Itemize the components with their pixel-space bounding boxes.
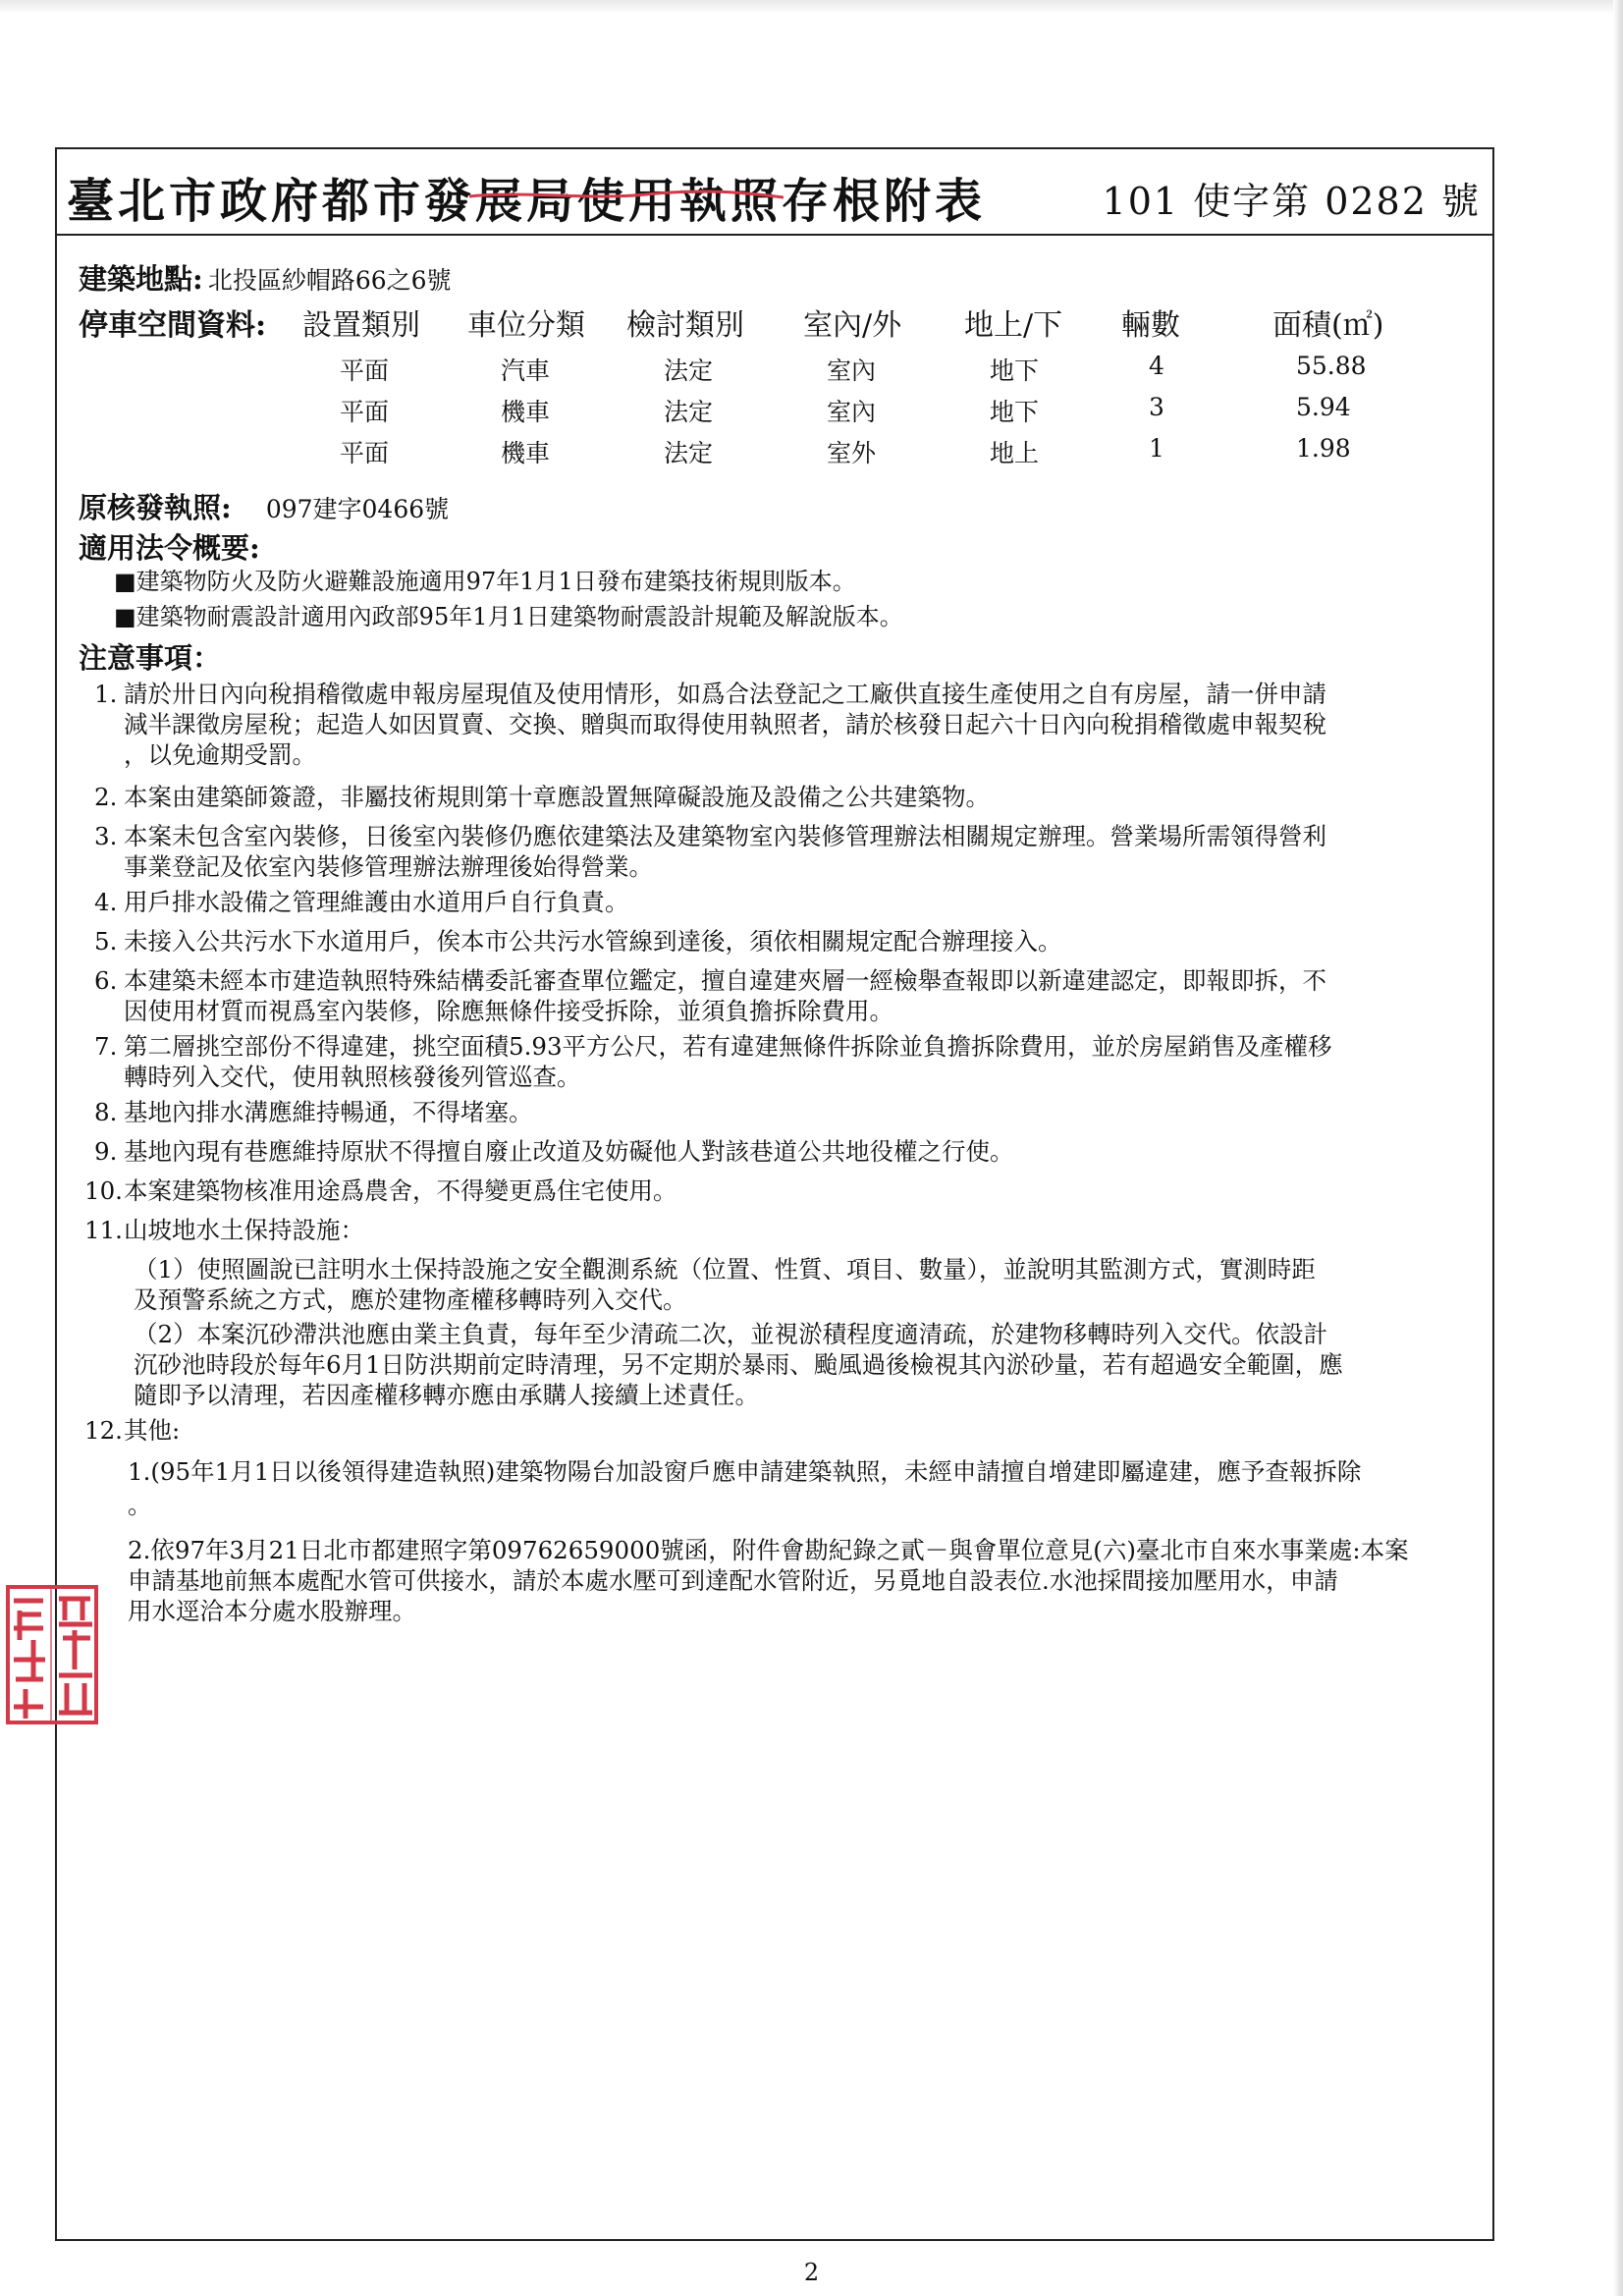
note-line: 本建築未經本市建造執照特殊結構委託審查單位鑑定，擅自違建夾層一經檢舉查報即以新違建認定，即報即拆，不 — [124, 966, 1326, 995]
col-header: 室內/外 — [803, 308, 902, 343]
note-line: 沉砂池時段於每年6月1日防洪期前定時清理，另不定期於暴雨、颱風過後檢視其內淤砂量，若有超過安全範圍，應 — [134, 1350, 1343, 1379]
regulations-label: 適用法令概要: — [79, 531, 260, 565]
note-line: 其他: — [124, 1416, 181, 1445]
note-line: 請於卅日內向稅捐稽徵處申報房屋現值及使用情形，如爲合法登記之工廠供直接生產使用之自有房屋，請一併申請 — [124, 680, 1326, 708]
note-line: 本案由建築師簽證，非屬技術規則第十章應設置無障礙設施及設備之公共建築物。 — [124, 783, 990, 811]
table-cell: 室外 — [827, 439, 877, 467]
col-header: 輛數 — [1121, 308, 1180, 343]
original-permit-label: 原核發執照: — [79, 491, 232, 524]
table-cell: 平面 — [340, 398, 390, 426]
note-line: 因使用材質而視爲室內裝修，除應無條件接受拆除，並須負擔拆除費用。 — [124, 997, 893, 1025]
red-seal-stamp — [6, 1581, 100, 1728]
note-line: 。 — [128, 1491, 152, 1519]
note-line: 隨即予以清理，若因產權移轉亦應由承購人接續上述責任。 — [134, 1381, 759, 1409]
table-cell: 平面 — [340, 439, 390, 467]
original-permit-line — [79, 486, 449, 526]
note-number: 10. — [84, 1176, 123, 1205]
note-line: 未接入公共污水下水道用戶，俟本市公共污水管線到達後，須依相關規定配合辦理接入。 — [124, 927, 1062, 956]
note-number: 7. — [94, 1032, 118, 1061]
note-line: 事業登記及依室內裝修管理辦法辦理後始得營業。 — [124, 852, 653, 881]
original-permit-value: 097建字0466號 — [265, 495, 450, 523]
table-cell: 4 — [1149, 352, 1164, 380]
location-value: 北投區紗帽路66之6號 — [207, 266, 452, 295]
note-line: 基地內現有巷應維持原狀不得擅自廢止改道及妨礙他人對該巷道公共地役權之行使。 — [124, 1137, 1014, 1166]
location-label: 建築地點: — [79, 262, 203, 296]
note-line: 及預警系統之方式，應於建物產權移轉時列入交代。 — [134, 1285, 687, 1314]
col-header: 地上/下 — [964, 308, 1063, 343]
note-number: 12. — [84, 1416, 123, 1445]
note-line: 本案建築物核准用途爲農舍，不得變更爲住宅使用。 — [124, 1176, 677, 1205]
table-cell: 法定 — [664, 398, 714, 426]
scan-edge-top — [0, 0, 1623, 14]
parking-label: 停車空間資料: — [79, 308, 267, 343]
col-header: 面積(㎡) — [1272, 308, 1384, 343]
table-cell: 機車 — [501, 439, 551, 467]
note-line: 用戶排水設備之管理維護由水道用戶自行負責。 — [124, 888, 629, 916]
note-number: 6. — [94, 966, 118, 995]
location-line — [79, 257, 452, 298]
red-pen-mark — [469, 189, 784, 202]
permit-number: 101 使字第 0282 號 — [1102, 180, 1481, 223]
note-line: ，以免逾期受罰。 — [124, 740, 316, 769]
regulation-item: ■建築物防火及防火避難設施適用97年1月1日發布建築技術規則版本。 — [114, 568, 856, 595]
note-number: 11. — [84, 1216, 123, 1244]
note-number: 5. — [94, 927, 118, 956]
table-cell: 地上 — [990, 439, 1040, 467]
table-cell: 地下 — [990, 398, 1040, 426]
page-number: 2 — [803, 2259, 820, 2286]
note-line: 減半課徵房屋稅；起造人如因買賣、交換、贈與而取得使用執照者，請於核發日起六十日內向稅捐稽徵處申報契稅 — [124, 710, 1326, 738]
note-line: 第二層挑空部份不得違建，挑空面積5.93平方公尺，若有違建無條件拆除並負擔拆除費用，並於房屋銷售及產權移 — [124, 1032, 1332, 1061]
note-number: 3. — [94, 822, 118, 850]
col-header: 設置類別 — [302, 308, 420, 343]
col-header: 檢討類別 — [626, 308, 744, 343]
table-cell: 法定 — [664, 439, 714, 467]
note-number: 1. — [94, 680, 118, 708]
note-line: 山坡地水土保持設施： — [124, 1216, 364, 1244]
table-cell: 汽車 — [501, 356, 551, 385]
document-title: 臺北市政府都市發展局使用執照存根附表 — [67, 174, 987, 229]
note-line: （2）本案沉砂滯洪池應由業主負責，每年至少清疏二次，並視淤積程度適清疏，於建物移轉時列入交代。依設計 — [134, 1320, 1328, 1348]
table-cell: 1.98 — [1296, 434, 1351, 463]
table-cell: 1 — [1149, 434, 1164, 463]
note-number: 2. — [94, 783, 118, 811]
note-line: 申請基地前無本處配水管可供接水，請於本處水壓可到達配水管附近，另覓地自設表位.水池採間接加壓用水，申請 — [128, 1566, 1338, 1595]
note-line: 用水逕洽本分處水股辦理。 — [128, 1597, 416, 1625]
note-line: 基地內排水溝應維持暢通，不得堵塞。 — [124, 1098, 533, 1126]
note-line: （1）使照圖說已註明水土保持設施之安全觀測系統（位置、性質、項目、數量），並說明其監測方式，實測時距 — [134, 1255, 1316, 1284]
note-line: 轉時列入交代，使用執照核發後列管巡查。 — [124, 1063, 581, 1091]
note-line: 2.依97年3月21日北市都建照字第09762659000號函，附件會勘紀錄之貳－與會單位意見(六)臺北市自來水事業處:本案 — [128, 1536, 1409, 1564]
table-cell: 室內 — [827, 356, 877, 385]
note-line: 1.(95年1月1日以後領得建造執照)建築物陽台加設窗戶應申請建築執照，未經申請擅自增建即屬違建，應予查報拆除 — [128, 1457, 1362, 1486]
table-cell: 法定 — [664, 356, 714, 385]
scan-edge-right — [1613, 0, 1623, 2296]
table-cell: 5.94 — [1296, 393, 1351, 421]
note-number: 4. — [94, 888, 118, 916]
note-line: 本案未包含室內裝修，日後室內裝修仍應依建築法及建築物室內裝修管理辦法相關規定辦理。營業場所需領得營利 — [124, 822, 1326, 850]
note-number: 9. — [94, 1137, 118, 1166]
table-cell: 3 — [1149, 393, 1164, 421]
table-cell: 55.88 — [1296, 352, 1367, 380]
table-cell: 地下 — [990, 356, 1040, 385]
regulation-item: ■建築物耐震設計適用內政部95年1月1日建築物耐震設計規範及解說版本。 — [114, 603, 903, 630]
table-cell: 平面 — [340, 356, 390, 385]
col-header: 車位分類 — [467, 308, 585, 343]
notes-label: 注意事項： — [79, 641, 222, 675]
title-bar — [57, 149, 1492, 236]
note-number: 8. — [94, 1098, 118, 1126]
table-cell: 室內 — [827, 398, 877, 426]
table-cell: 機車 — [501, 398, 551, 426]
